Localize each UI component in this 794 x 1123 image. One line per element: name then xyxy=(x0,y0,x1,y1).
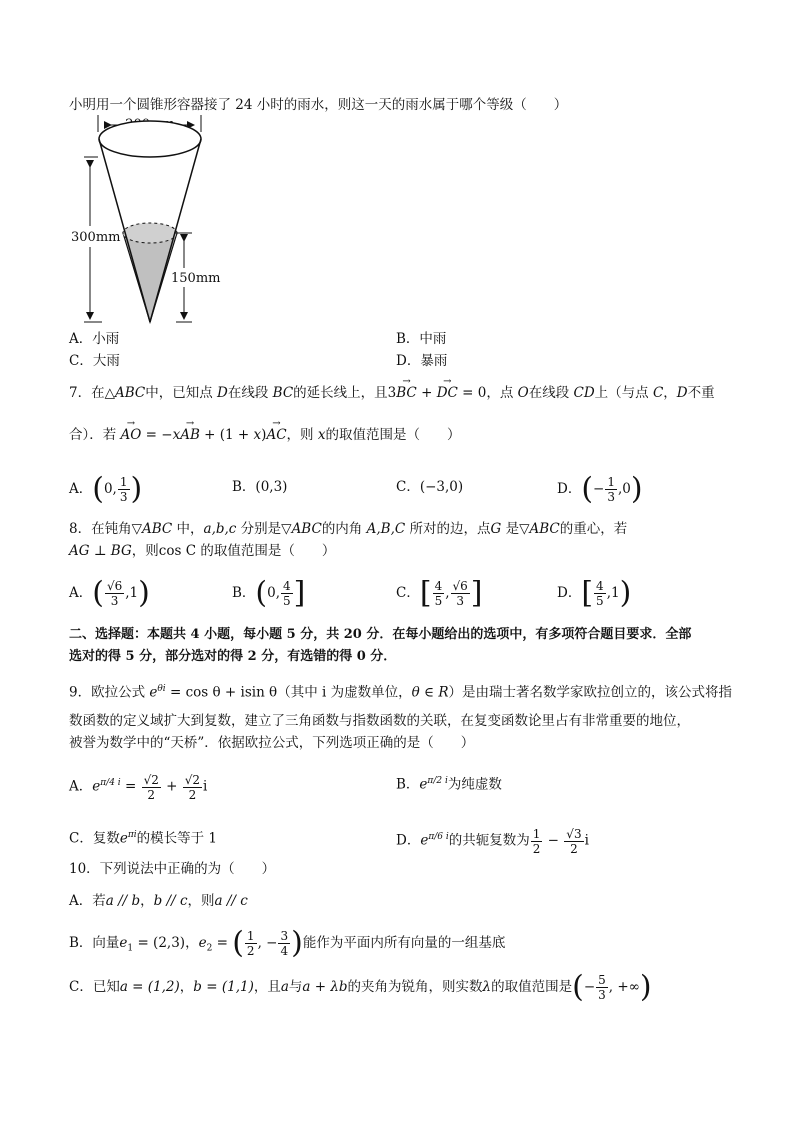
q9-line-3: 被誉为数学中的“天桥”．依据欧拉公式，下列选项正确的是（ ） xyxy=(69,735,475,751)
dim-height: 300mm xyxy=(71,230,121,245)
q8-option-d: D．[ $\frac{4}{5}$ ,1) xyxy=(557,575,632,611)
q7-option-c: C．(−3,0) xyxy=(396,479,464,495)
dim-water: 150mm xyxy=(171,271,221,286)
q7-option-b: B．(0,3) xyxy=(232,479,288,495)
q10-option-b: B．向量$e_1 = (2,3)$，$e_2$ = ( $\frac{1}{2}$ , − $\frac{3}{4}$ )能作为平面内所有向量的一组基底 xyxy=(69,925,506,961)
q9-line-2: 数函数的定义域扩大到复数，建立了三角函数与指数函数的关联，在复变函数论里占有非常重要的地位， xyxy=(69,713,690,729)
q8-option-c: C．[ $\frac{4}{5}$ , $\frac{√6}{3}$ ] xyxy=(396,575,483,611)
section-2-line-2: 选对的得 5 分，部分选对的得 2 分，有选错的得 0 分． xyxy=(69,649,397,664)
q10-option-a: A．若a // b，b // c，则a // c xyxy=(69,893,248,909)
q7-line-2: 合）．若 → AO = −x→ AB + (1 + x)→ AC，则 x的取值范围是（ ） xyxy=(69,426,460,444)
section-2-line-1: 二、选择题：本题共 4 小题，每小题 5 分，共 20 分．在每小题给出的选项中，有多项符合题目要求．全部 xyxy=(69,627,692,642)
q10-option-c: C．已知a = (1,2)，b = (1,1)，且a与a + λb的夹角为锐角，则实数λ的取值范围是(− $\frac{5}{3}$ , +∞) xyxy=(69,969,652,1005)
q6-stem: 小明用一个圆锥形容器接了 24 小时的雨水，则这一天的雨水属于哪个等级（ ） xyxy=(69,97,568,113)
q9-option-c: C．复数$e^{\pi i}$的模长等于 1 xyxy=(69,830,218,847)
cone-figure xyxy=(68,112,228,332)
q6-option-d: D．暴雨 xyxy=(396,353,448,369)
q9-option-b: B．$e^{\pi/2 i}$为纯虚数 xyxy=(396,776,502,793)
q9-option-d: D．$e^{\pi/6 i}$的共轭复数为 $\frac{1}{2}$ − $\frac{√3}{2}$ i xyxy=(396,826,589,856)
q8-option-a: A．( $\frac{√6}{3}$ ,1) xyxy=(69,575,150,611)
q6-option-b: B．中雨 xyxy=(396,331,447,347)
q8-option-b: B．(0, $\frac{4}{5}$ ] xyxy=(232,575,306,611)
q9-line-1: 9．欧拉公式 $e^{\theta i} = \cos \theta + isin$ θ（其中 i 为虚数单位，θ ∈ R）是由瑞士著名数学家欧拉创立的，该公式将指 xyxy=(69,684,732,701)
q7-option-a: A．(0, $\frac{1}{3}$ ) xyxy=(69,471,143,507)
q9-option-a: A．$e^{\pi/4 i}$ = $\frac{√2}{2}$ + $\frac{√2}{2}$ i xyxy=(69,772,208,802)
q10-stem: 10．下列说法中正确的为（ ） xyxy=(69,861,276,877)
q7-option-d: D．(− $\frac{1}{3}$ ,0) xyxy=(557,471,643,507)
q6-option-c: C．大雨 xyxy=(69,353,120,369)
q7-line-1: 7．在△ABC中，已知点 D在线段 BC的延长线上，且3→ BC + → DC = 0，点 O在线段 CD上（与点 C，D不重 xyxy=(69,384,715,402)
q6-option-a: A．小雨 xyxy=(69,331,120,347)
q8-line-2: AG ⊥ BG，则cos C 的取值范围是（ ） xyxy=(69,543,336,559)
q8-line-1: 8．在钝角▽ABC 中，a,b,c 分别是▽ABC的内角 A,B,C 所对的边，点G 是▽ABC的重心，若 xyxy=(69,521,628,537)
